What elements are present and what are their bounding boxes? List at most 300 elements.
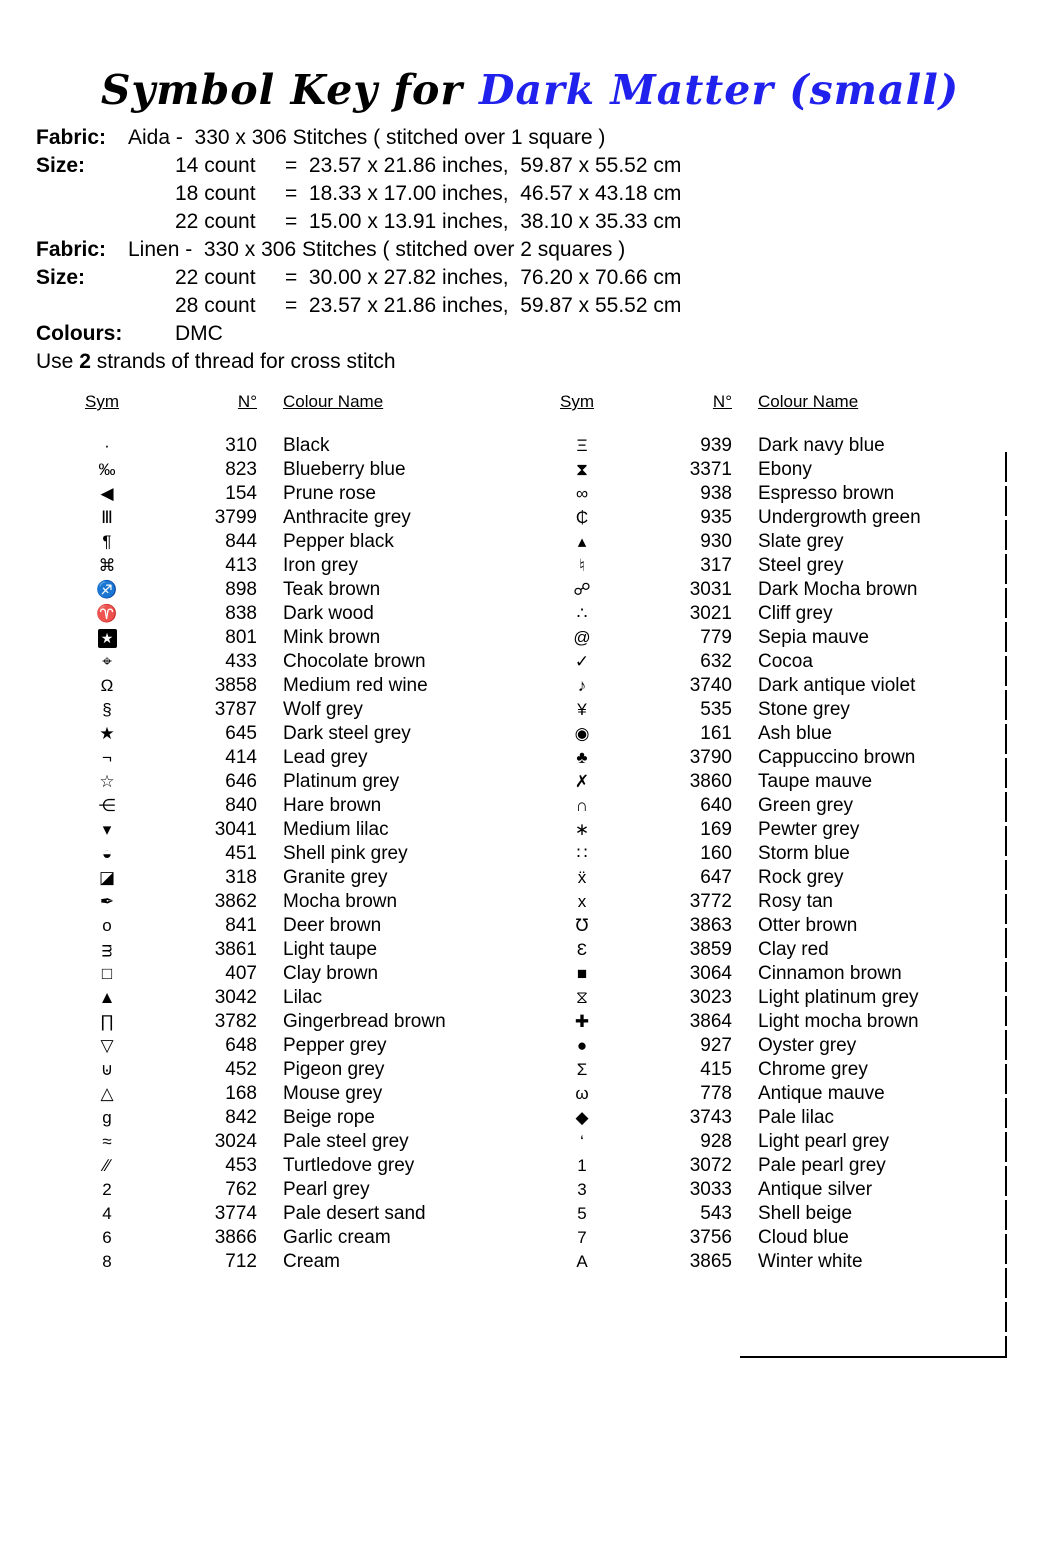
symbol-glyph: ★ (99, 724, 115, 743)
key-row (560, 890, 1007, 914)
dmc-number: 3787 (214, 699, 257, 720)
symbol-glyph: ● (576, 1036, 588, 1055)
dmc-number: 3860 (689, 771, 732, 792)
colour-name: Mink brown (283, 627, 381, 648)
strands-count: 2 (79, 350, 91, 373)
key-row (85, 458, 521, 482)
colour-name: Taupe mauve (758, 771, 873, 792)
key-row (85, 698, 521, 722)
key-row (560, 938, 1007, 962)
symbol-glyph: ∴ (576, 604, 588, 623)
size-label: Size: (36, 266, 86, 289)
dmc-number: 453 (225, 1155, 257, 1176)
symbol-glyph: ⧗ (576, 460, 588, 479)
dmc-number: 648 (225, 1035, 257, 1056)
key-row (560, 1106, 1007, 1130)
symbol-glyph: A (576, 1252, 588, 1271)
colours-line (36, 320, 1060, 348)
symbol-glyph: ◉ (574, 724, 590, 743)
symbol-glyph: 2 (102, 1180, 112, 1199)
symbol-glyph: ★ (85, 626, 129, 650)
colour-name: Dark steel grey (283, 723, 411, 744)
header-number: N° (712, 392, 732, 411)
key-row (560, 506, 1007, 530)
symbol-glyph: § (102, 700, 112, 719)
key-row (560, 866, 1007, 890)
key-row (560, 746, 1007, 770)
dimensions-value: = 18.33 x 17.00 inches, 46.57 x 43.18 cm (285, 182, 682, 205)
symbol-glyph: ‰ (98, 460, 116, 479)
key-header-row (85, 390, 521, 414)
key-box-border-bottom (740, 1356, 1007, 1358)
symbol-glyph: ⌖ (102, 652, 112, 671)
symbol-glyph: Σ (576, 1060, 588, 1079)
symbol-glyph: 1 (577, 1156, 587, 1175)
symbol-glyph: ✓ (574, 652, 590, 671)
colour-name: Chocolate brown (283, 651, 426, 672)
dmc-number: 3862 (214, 891, 257, 912)
dmc-number: 3042 (214, 987, 257, 1008)
dmc-number: 3756 (689, 1227, 732, 1248)
key-row (85, 1058, 521, 1082)
key-row (85, 962, 521, 986)
colour-name: Black (283, 435, 330, 456)
key-row (560, 1226, 1007, 1250)
colour-name: Cloud blue (758, 1227, 849, 1248)
dmc-number: 3774 (214, 1203, 257, 1224)
dmc-number: 3064 (689, 963, 732, 984)
symbol-glyph: ∕∕ (104, 1156, 110, 1175)
symbol-glyph: ≈ (102, 1132, 112, 1151)
size-line (36, 292, 1060, 320)
key-row (85, 914, 521, 938)
symbol-glyph: ▲ (98, 988, 116, 1007)
symbol-glyph: ⌘ (98, 556, 116, 575)
key-row (85, 602, 521, 626)
fabric-aida-line (36, 124, 1060, 152)
key-row (85, 770, 521, 794)
key-row (85, 650, 521, 674)
header-colour-name: Colour Name (758, 392, 859, 411)
colour-name: Iron grey (283, 555, 358, 576)
key-row (560, 842, 1007, 866)
symbol-glyph: 7 (577, 1228, 587, 1247)
symbol-glyph: Ω (100, 676, 114, 695)
symbol-glyph: △ (100, 1084, 114, 1103)
size-line (36, 152, 1060, 180)
key-box-border-right (1005, 452, 1007, 1358)
fabric-value: Linen - 330 x 306 Stitches ( stitched over 2 squares ) (128, 238, 626, 261)
symbol-glyph: ☍ (573, 580, 591, 599)
colour-name: Green grey (758, 795, 854, 816)
key-row (85, 1082, 521, 1106)
colour-name: Teak brown (283, 579, 381, 600)
dmc-number: 646 (225, 771, 257, 792)
colour-name: Garlic cream (283, 1227, 391, 1248)
symbol-glyph: ∞ (575, 484, 589, 503)
dmc-number: 3371 (689, 459, 732, 480)
title-prefix: Symbol Key for (100, 66, 463, 114)
colour-name: Light mocha brown (758, 1011, 919, 1032)
symbol-glyph: ¥ (577, 700, 587, 719)
key-row (560, 986, 1007, 1010)
colours-value: DMC (175, 322, 223, 345)
dmc-number: 3858 (214, 675, 257, 696)
key-row (85, 1178, 521, 1202)
dmc-number: 3021 (689, 603, 732, 624)
key-row (560, 1154, 1007, 1178)
header-colour-name: Colour Name (283, 392, 384, 411)
dmc-number: 3864 (689, 1011, 732, 1032)
header-sym: Sym (85, 392, 119, 411)
dmc-number: 160 (700, 843, 732, 864)
symbol-glyph: ◆ (575, 1108, 589, 1127)
dmc-number: 318 (225, 867, 257, 888)
colour-name: Ash blue (758, 723, 832, 744)
dmc-number: 413 (225, 555, 257, 576)
colour-name: Deer brown (283, 915, 382, 936)
colour-name: Dark Mocha brown (758, 579, 918, 600)
symbol-glyph: ■ (576, 964, 588, 983)
dmc-number: 3033 (689, 1179, 732, 1200)
colour-name: Clay red (758, 939, 829, 960)
colour-name: Pewter grey (758, 819, 860, 840)
dimensions-value: = 15.00 x 13.91 inches, 38.10 x 35.33 cm (285, 210, 682, 233)
dmc-number: 632 (700, 651, 732, 672)
key-row (85, 818, 521, 842)
title-name: Dark Matter (small) (479, 66, 960, 114)
colour-name: Mouse grey (283, 1083, 383, 1104)
colour-name: Pepper grey (283, 1035, 387, 1056)
dmc-number: 433 (225, 651, 257, 672)
colour-name: Medium red wine (283, 675, 428, 696)
colour-name: Pale pearl grey (758, 1155, 886, 1176)
colour-name: Pale desert sand (283, 1203, 426, 1224)
key-row (85, 986, 521, 1010)
colour-name: Granite grey (283, 867, 388, 888)
key-row (560, 1034, 1007, 1058)
dmc-number: 3866 (214, 1227, 257, 1248)
colour-name: Espresso brown (758, 483, 895, 504)
colour-name: Pearl grey (283, 1179, 370, 1200)
key-row (560, 1130, 1007, 1154)
dmc-number: 3041 (214, 819, 257, 840)
key-row (85, 1202, 521, 1226)
colour-name: Shell beige (758, 1203, 853, 1224)
key-row (560, 1058, 1007, 1082)
key-row (85, 674, 521, 698)
colour-name: Winter white (758, 1251, 863, 1272)
dimensions-value: = 23.57 x 21.86 inches, 59.87 x 55.52 cm (285, 294, 682, 317)
dmc-number: 3799 (214, 507, 257, 528)
dmc-number: 3740 (689, 675, 732, 696)
dmc-number: 3743 (689, 1107, 732, 1128)
key-row (85, 1226, 521, 1250)
key-header-row (560, 390, 1007, 414)
colour-name: Beige rope (283, 1107, 375, 1128)
symbol-glyph: ♮ (578, 556, 586, 575)
symbol-key-table (85, 390, 1060, 1274)
colour-name: Rock grey (758, 867, 844, 888)
count-value: 22 count (175, 266, 256, 289)
size-line (36, 208, 1060, 236)
colour-name: Light taupe (283, 939, 378, 960)
symbol-glyph: ⋲ (98, 796, 116, 815)
key-row (85, 626, 521, 650)
header-sym: Sym (560, 392, 594, 411)
key-row (560, 1010, 1007, 1034)
dmc-number: 928 (700, 1131, 732, 1152)
key-row (85, 434, 521, 458)
key-rows (85, 434, 521, 1274)
page-title (0, 66, 1060, 114)
key-row (560, 1250, 1007, 1274)
symbol-glyph: ▽ (100, 1036, 114, 1055)
key-row (85, 1250, 521, 1274)
colour-name: Stone grey (758, 699, 850, 720)
key-row (85, 722, 521, 746)
size-line (36, 180, 1060, 208)
dmc-number: 938 (700, 483, 732, 504)
symbol-glyph: Ⅲ (101, 508, 113, 527)
dmc-number: 841 (225, 915, 257, 936)
dmc-number: 3782 (214, 1011, 257, 1032)
colour-name: Blueberry blue (283, 459, 406, 480)
symbol-glyph: □ (101, 964, 113, 983)
dmc-number: 3863 (689, 915, 732, 936)
key-row (560, 1202, 1007, 1226)
fabric-value: Aida - 330 x 306 Stitches ( stitched over 1 square ) (128, 126, 606, 149)
dmc-number: 543 (700, 1203, 732, 1224)
key-row (85, 578, 521, 602)
colour-name: Rosy tan (758, 891, 833, 912)
colour-name: Otter brown (758, 915, 858, 936)
symbol-glyph: ¬ (102, 748, 112, 767)
colour-name: Chrome grey (758, 1059, 868, 1080)
dmc-number: 169 (700, 819, 732, 840)
symbol-glyph: ∩ (575, 796, 589, 815)
colour-name: Shell pink grey (283, 843, 408, 864)
pattern-specs (36, 124, 1060, 376)
key-row (85, 842, 521, 866)
key-row (560, 458, 1007, 482)
colour-name: Slate grey (758, 531, 844, 552)
dmc-number: 3865 (689, 1251, 732, 1272)
symbol-glyph: ♈ (96, 604, 118, 623)
dmc-number: 838 (225, 603, 257, 624)
symbol-glyph: ✚ (574, 1012, 590, 1031)
dmc-number: 762 (225, 1179, 257, 1200)
dmc-number: 154 (225, 483, 257, 504)
key-row (85, 938, 521, 962)
key-row (85, 890, 521, 914)
dmc-number: 640 (700, 795, 732, 816)
dmc-number: 842 (225, 1107, 257, 1128)
dmc-number: 3023 (689, 987, 732, 1008)
dmc-number: 712 (225, 1251, 257, 1272)
dmc-number: 939 (700, 435, 732, 456)
key-row (85, 1154, 521, 1178)
key-row (85, 482, 521, 506)
colour-name: Platinum grey (283, 771, 400, 792)
dmc-number: 451 (225, 843, 257, 864)
dimensions-value: = 30.00 x 27.82 inches, 76.20 x 70.66 cm (285, 266, 682, 289)
symbol-glyph: 3 (577, 1180, 587, 1199)
dmc-number: 3859 (689, 939, 732, 960)
colour-name: Ebony (758, 459, 812, 480)
colour-name: Dark antique violet (758, 675, 916, 696)
dmc-number: 168 (225, 1083, 257, 1104)
dmc-number: 161 (700, 723, 732, 744)
key-row (85, 554, 521, 578)
key-row (85, 1106, 521, 1130)
key-row (560, 698, 1007, 722)
dmc-number: 935 (700, 507, 732, 528)
dmc-number: 927 (700, 1035, 732, 1056)
dmc-number: 407 (225, 963, 257, 984)
key-row (85, 530, 521, 554)
dmc-number: 3790 (689, 747, 732, 768)
key-row (560, 530, 1007, 554)
key-row (560, 650, 1007, 674)
key-row (560, 1178, 1007, 1202)
colour-name: Sepia mauve (758, 627, 869, 648)
symbol-glyph: ♣ (576, 748, 588, 767)
colour-name: Dark navy blue (758, 435, 885, 456)
colour-name: Light platinum grey (758, 987, 919, 1008)
dmc-number: 840 (225, 795, 257, 816)
symbol-glyph: ♐ (96, 580, 118, 599)
dmc-number: 310 (225, 435, 257, 456)
symbol-glyph: ∷ (576, 844, 588, 863)
colour-name: Lilac (283, 987, 323, 1008)
symbol-glyph: ✗ (574, 772, 590, 791)
symbol-glyph: 6 (102, 1228, 112, 1247)
fabric-label: Fabric: (36, 126, 107, 149)
dmc-number: 647 (700, 867, 732, 888)
fabric-label: Fabric: (36, 238, 107, 261)
key-row (85, 1130, 521, 1154)
dmc-number: 452 (225, 1059, 257, 1080)
count-value: 14 count (175, 154, 256, 177)
dmc-number: 898 (225, 579, 257, 600)
colour-name: Cream (283, 1251, 341, 1272)
dmc-number: 779 (700, 627, 732, 648)
key-row (560, 914, 1007, 938)
symbol-glyph: ◪ (98, 868, 116, 887)
symbol-glyph: o (102, 916, 112, 935)
colours-label: Colours: (36, 322, 123, 345)
symbol-glyph: ▾ (102, 820, 112, 839)
symbol-glyph: x (577, 892, 587, 911)
key-row (560, 818, 1007, 842)
symbol-glyph: ♪ (577, 676, 587, 695)
symbol-glyph: ℧ (575, 916, 589, 935)
size-label: Size: (36, 154, 86, 177)
symbol-glyph: 8 (102, 1252, 112, 1271)
key-rows (560, 434, 1007, 1274)
colour-name: Antique mauve (758, 1083, 885, 1104)
dmc-number: 535 (700, 699, 732, 720)
dimensions-value: = 23.57 x 21.86 inches, 59.87 x 55.52 cm (285, 154, 682, 177)
dmc-number: 3031 (689, 579, 732, 600)
key-row (560, 578, 1007, 602)
key-row (85, 746, 521, 770)
colour-name: Pale steel grey (283, 1131, 409, 1152)
symbol-glyph: ᴟ (101, 940, 113, 959)
colour-name: Undergrowth green (758, 507, 921, 528)
symbol-glyph: 5 (577, 1204, 587, 1223)
colour-name: Wolf grey (283, 699, 363, 720)
colour-name: Cocoa (758, 651, 813, 672)
symbol-glyph: g (102, 1108, 112, 1127)
symbol-glyph: ‘ (580, 1132, 584, 1151)
symbol-glyph: ◀ (100, 484, 114, 503)
symbol-glyph: Ξ (576, 436, 588, 455)
key-row (560, 626, 1007, 650)
symbol-glyph: ✒ (99, 892, 115, 911)
dmc-number: 844 (225, 531, 257, 552)
colour-name: Dark wood (283, 603, 374, 624)
key-row (85, 866, 521, 890)
colour-name: Hare brown (283, 795, 382, 816)
strands-note: Use 2 strands of thread for cross stitch (36, 350, 396, 373)
symbol-glyph: ∏ (100, 1012, 114, 1031)
symbol-glyph: ▴ (577, 532, 587, 551)
colour-name: Antique silver (758, 1179, 873, 1200)
fabric-linen-line (36, 236, 1060, 264)
count-value: 18 count (175, 182, 256, 205)
dmc-number: 645 (225, 723, 257, 744)
key-row (560, 794, 1007, 818)
colour-name: Turtledove grey (283, 1155, 415, 1176)
colour-name: Cliff grey (758, 603, 833, 624)
key-column (85, 390, 521, 1274)
size-line (36, 264, 1060, 292)
symbol-glyph: @ (573, 628, 591, 647)
colour-name: Storm blue (758, 843, 850, 864)
symbol-glyph: ₵ (575, 508, 589, 527)
dmc-number: 930 (700, 531, 732, 552)
key-row (85, 794, 521, 818)
colour-name: Light pearl grey (758, 1131, 889, 1152)
colour-name: Prune rose (283, 483, 376, 504)
count-value: 22 count (175, 210, 256, 233)
symbol-glyph: ¶ (102, 532, 112, 551)
colour-name: Oyster grey (758, 1035, 857, 1056)
dmc-number: 3024 (214, 1131, 257, 1152)
key-row (560, 722, 1007, 746)
colour-name: Gingerbread brown (283, 1011, 446, 1032)
colour-name: Pale lilac (758, 1107, 835, 1128)
colour-name: Pigeon grey (283, 1059, 385, 1080)
header-number: N° (237, 392, 257, 411)
dmc-number: 317 (700, 555, 732, 576)
colour-name: Steel grey (758, 555, 844, 576)
key-row (560, 674, 1007, 698)
dmc-number: 778 (700, 1083, 732, 1104)
colour-name: Lead grey (283, 747, 368, 768)
symbol-glyph: ∗ (574, 820, 590, 839)
dmc-number: 414 (225, 747, 257, 768)
colour-name: Anthracite grey (283, 507, 411, 528)
dmc-number: 3072 (689, 1155, 732, 1176)
symbol-glyph: ⧖ (576, 988, 588, 1007)
symbol-glyph: ω (575, 1084, 589, 1103)
colour-name: Mocha brown (283, 891, 398, 912)
key-row (560, 1082, 1007, 1106)
colour-name: Pepper black (283, 531, 394, 552)
